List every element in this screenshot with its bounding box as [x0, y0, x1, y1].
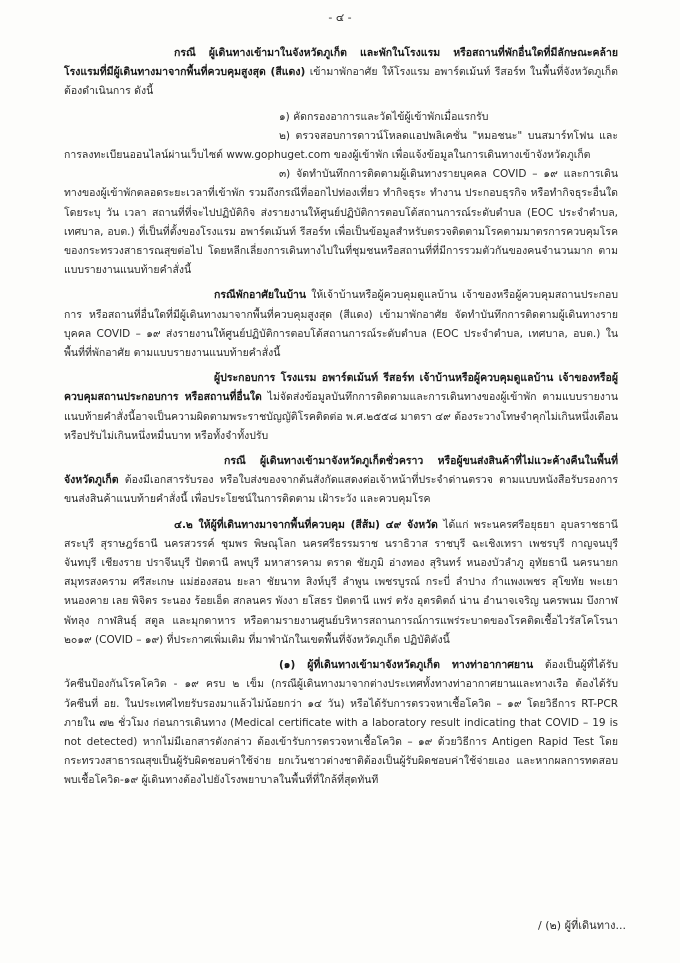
continuation-footer: / (๒) ผู้ที่เดินทาง...	[538, 918, 626, 932]
item-app-check: ๒) ตรวจสอบการดาวน์โหลดแอปพลิเคชั่น "หมอชนะ" บนสมาร์ทโฟน และการลงทะเบียนออนไลน์ผ่านเว็บไซต์ www.gophuget.com ของผู้เข้าพัก เพื่อแจ้งข้อมูลในการเดินทางเข้าจังหวัดภูเก็ต	[64, 129, 618, 162]
heading-temporary: กรณี ผู้เดินทางเข้ามาจังหวัดภูเก็ตชั่วคราว หรือผู้ขนส่งสินค้าที่ไม่แวะค้างคืนในพื้นที่จังหวัดภูเก็ต	[64, 455, 618, 487]
heading-penalty: ผู้ประกอบการ โรงแรม อพาร์ตเม้นท์ รีสอร์ท เจ้าบ้านหรือผู้ควบคุมดูแลบ้าน เจ้าของหรือผู้ควบคุมสถานประกอบการ หรือสถานที่อื่นใด	[64, 372, 618, 404]
paragraph-house-case: กรณีพักอาศัยในบ้าน ให้เจ้าบ้านหรือผู้ควบคุมดูแลบ้าน เจ้าของหรือผู้ควบคุมสถานประกอบการ หรือสถานที่อื่นใดที่มีผู้เดินทางมาจากพื้นที่ควบคุมสูงสุด (สีแดง) เข้ามาพักอาศัย จัดทำบันทึกการติดตามผู้เดินทางรายบุคคล COVID – ๑๙ ส่งรายงานให้ศูนย์ปฏิบัติการตอบโต้สถานการณ์ระดับตำบล (EOC ประจำตำบล, เทศบาล, อบต.) ในพื้นที่ที่พักอาศัย ตามแบบรายงานแนบท้ายคำสั่งนี้	[64, 289, 618, 360]
heading-hotel-case: กรณี ผู้เดินทางเข้ามาในจังหวัดภูเก็ต และพักในโรงแรม หรือสถานที่พักอื่นใดที่มีลักษณะคล้ายโรงแรมที่มีผู้เดินทางมาจากพื้นที่ควบคุมสูงสุด (สีแดง)	[64, 47, 618, 79]
paragraph-airport: (๑) ผู้ที่เดินทางเข้ามาจังหวัดภูเก็ต ทางท่าอากาศยาน ต้องเป็นผู้ที่ได้รับวัคซีนป้องกันโรคโควิด - ๑๙ ครบ ๒ เข็ม (กรณีผู้เดินทางมาจากต่างประเทศทั้งทางท่าอากาศยานและทางเรือ ต้องได้รับวัคซีนที่ อย. ในประเทศไทยรับรองมาแล้วไม่น้อยกว่า ๑๔ วัน) หรือได้รับการตรวจหาเชื้อโควิด – ๑๙ โดยวิธีการ RT-PCR ภายใน ๗๒ ชั่วโมง ก่อนการเดินทาง (Medical certificate with a laboratory result indicating that COVID – 19 is not detected) หากไม่มีเอกสารดังกล่าว ต้องเข้ารับการตรวจหาเชื้อโควิด – ๑๙ ด้วยวิธีการ Antigen Rapid Test โดยกระทรวงสาธารณสุขเป็นผู้รับผิดชอบค่าใช้จ่าย ยกเว้นชาวต่างชาติต้องเป็นผู้รับผิดชอบค่าใช้จ่ายเอง และหากผลการทดสอบพบเชื้อโควิด-๑๙ ผู้เดินทางต้องไปยังโรงพยาบาลในพื้นที่ที่ใกล้ที่สุดทันที	[64, 659, 618, 787]
paragraph-orange-zone: ๔.๒ ให้ผู้ที่เดินทางมาจากพื้นที่ควบคุม (สีส้ม) ๔๙ จังหวัด ได้แก่ พระนครศรีอยุธยา อุบลราชธานี สระบุรี สุราษฎร์ธานี นครสวรรค์ ชุมพร พิษณุโลก นครศรีธรรมราช นราธิวาส ราชบุรี ฉะเชิงเทรา เพชรบุรี กาญจนบุรี จันทบุรี เชียงราย ปราจีนบุรี ปัตตานี ลพบุรี มหาสารคาม ตราด ชัยภูมิ อ่างทอง สุรินทร์ หนองบัวลำภู อุทัยธานี นครนายก สมุทรสงคราม ศรีสะเกษ แม่ฮ่องสอน ยะลา ชัยนาท สิงห์บุรี ลำพูน เพชรบูรณ์ กระบี่ ลำปาง กำแพงเพชร สุโขทัย พะเยา หนองคาย เลย พิจิตร ระนอง ร้อยเอ็ด สกลนคร พังงา ยโสธร ปัตตานี แพร่ ตรัง อุตรดิตถ์ น่าน อำนาจเจริญ นครพนม บึงกาฬ พัทลุง กาฬสินธุ์ สตูล และมุกดาหาร หรือตามรายงานศูนย์บริหารสถานการณ์การแพร่ระบาดของโรคติดเชื้อไวรัสโคโรนา ๒๐๑๙ (COVID – ๑๙) ที่ประกาศเพิ่มเติม ที่มาพำนักในเขตพื้นที่จังหวัดภูเก็ต ปฏิบัติดังนี้	[64, 518, 618, 646]
heading-house-case: กรณีพักอาศัยในบ้าน	[214, 289, 307, 302]
page-number: - ๔ -	[328, 11, 352, 24]
heading-airport: (๑) ผู้ที่เดินทางเข้ามาจังหวัดภูเก็ต ทางท่าอากาศยาน	[279, 659, 534, 672]
paragraph-hotel-case: กรณี ผู้เดินทางเข้ามาในจังหวัดภูเก็ต และพักในโรงแรม หรือสถานที่พักอื่นใดที่มีลักษณะคล้ายโรงแรมที่มีผู้เดินทางมาจากพื้นที่ควบคุมสูงสุด (สีแดง) เข้ามาพักอาศัย ให้โรงแรม อพาร์ตเม้นท์ รีสอร์ท ในพื้นที่จังหวัดภูเก็ตต้องดำเนินการ ดังนี้	[64, 47, 618, 98]
paragraph-penalty: ผู้ประกอบการ โรงแรม อพาร์ตเม้นท์ รีสอร์ท เจ้าบ้านหรือผู้ควบคุมดูแลบ้าน เจ้าของหรือผู้ควบคุมสถานประกอบการ หรือสถานที่อื่นใด ไม่จัดส่งข้อมูลบันทึกการติดตามและการเดินทางของผู้เข้าพัก ตามแบบรายงานแนบท้ายคำสั่งนี้อาจเป็นความผิดตามพระราชบัญญัติโรคติดต่อ พ.ศ.๒๕๕๘ มาตรา ๔๙ ต้องระวางโทษจำคุกไม่เกินหนึ่งเดือน หรือปรับไม่เกินหนึ่งหมื่นบาท หรือทั้งจำทั้งปรับ	[64, 372, 618, 442]
document-body	[64, 44, 618, 791]
item-screening: ๑) คัดกรองอาการและวัดไข้ผู้เข้าพักเมื่อแรกรับ	[279, 110, 489, 123]
heading-orange-zone: ๔.๒ ให้ผู้ที่เดินทางมาจากพื้นที่ควบคุม (สีส้ม) ๔๙ จังหวัด	[174, 518, 438, 531]
paragraph-temporary: กรณี ผู้เดินทางเข้ามาจังหวัดภูเก็ตชั่วคราว หรือผู้ขนส่งสินค้าที่ไม่แวะค้างคืนในพื้นที่จังหวัดภูเก็ต ต้องมีเอกสารรับรอง หรือใบส่งของจากต้นสังกัดแสดงต่อเจ้าหน้าที่ประจำด่านตรวจ ตามแบบหนังสือรับรองการขนส่งสินค้าแนบท้ายคำสั่งนี้ เพื่อประโยชน์ในการติดตาม เฝ้าระวัง และควบคุมโรค	[64, 455, 618, 506]
item-tracking: ๓) จัดทำบันทึกการติดตามผู้เดินทางรายบุคคล COVID – ๑๙ และการเดินทางของผู้เข้าพักตลอดระยะเวลาที่เข้าพัก รวมถึงกรณีที่ออกไปท่องเที่ยว ทำกิจธุระ ทำงาน ประกอบธุรกิจ หรือทำกิจธุระอื่นใด โดยระบุ วัน เวลา สถานที่ที่จะไปปฏิบัติกิจ ส่งรายงานให้ศูนย์ปฏิบัติการตอบโต้สถานการณ์ระดับตำบล (EOC ประจำตำบล, เทศบาล, อบต.) ที่เป็นที่ตั้งของโรงแรม อพาร์ตเม้นท์ รีสอร์ท เพื่อเป็นข้อมูลสำหรับตรวจติดตามโรคตามมาตรการควบคุมโรคของกระทรวงสาธารณสุขต่อไป โดยหลีกเลี่ยงการเดินทางไปในที่ชุมชนหรือสถานที่ที่มีการรวมตัวกันของคนจำนวนมาก ตามแบบรายงานแนบท้ายคำสั่งนี้	[64, 168, 618, 277]
